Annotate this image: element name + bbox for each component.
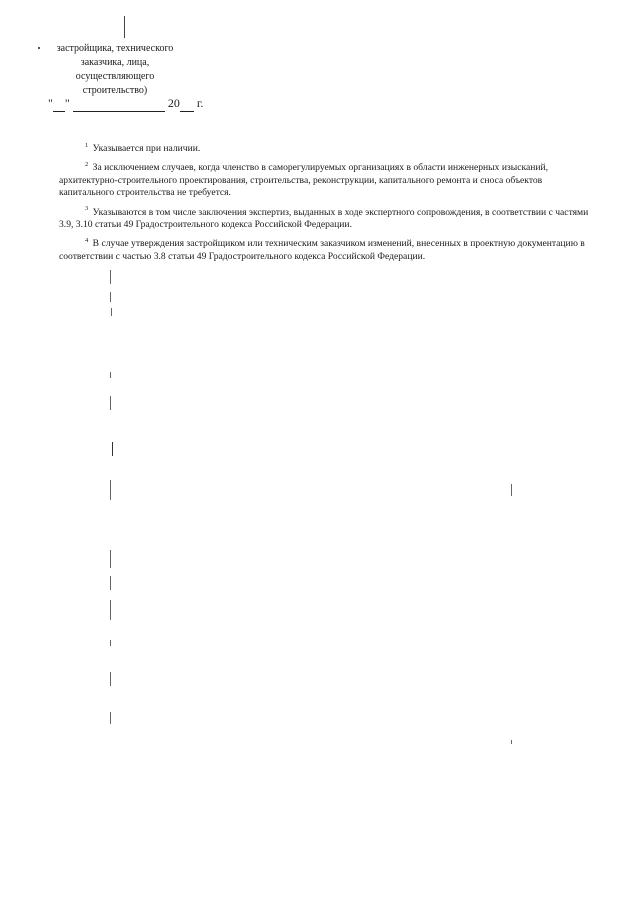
- scan-mark: [110, 270, 111, 284]
- footnote-text: За исключением случаев, когда членство в саморегулируемых организациях в области инженерных изысканий, архитектурно-строительного проектирования, строительства, реконструкции, капитального ремонта и сноса объектов капитального строительства не требуется.: [59, 162, 549, 199]
- footnote: [59, 238, 599, 263]
- signature-line: строительство): [82, 85, 148, 96]
- signature-line: осуществляющего: [75, 71, 155, 82]
- scan-mark: [111, 308, 112, 316]
- scan-mark: [110, 292, 111, 302]
- date-line: [48, 96, 203, 112]
- month-blank: [73, 96, 165, 112]
- footnote-text: Указываются в том числе заключения экспертиз, выданных в ходе экспертного сопровождения, в соответствии с частями 3.9, 3.10 статьи 49 Градостроительного кодекса Российской Федерации.: [59, 206, 589, 231]
- year-suffix: г.: [196, 96, 204, 110]
- year-blank: [180, 96, 194, 112]
- scan-mark: [124, 16, 125, 38]
- scan-mark: [110, 550, 111, 568]
- scan-mark: [110, 640, 111, 646]
- scan-mark: [110, 672, 111, 686]
- scan-mark: [110, 372, 111, 378]
- scan-mark: [112, 442, 113, 456]
- footnote-number: 2: [85, 161, 89, 169]
- footnote: [59, 207, 599, 232]
- footnote: [59, 162, 599, 199]
- date-open-quote: ": [48, 96, 53, 110]
- footnote-text: Указывается при наличии.: [92, 143, 201, 154]
- scan-mark: [110, 576, 111, 590]
- footnotes: [59, 143, 599, 270]
- scan-mark: [110, 480, 111, 500]
- scan-mark: [511, 740, 512, 744]
- footnote-text: В случае утверждения застройщиком или техническим заказчиком изменений, внесенных в проектную документацию в соответствии с частью 3.8 статьи 49 Градостроительного кодекса Российской Федерации.: [59, 238, 585, 262]
- year-prefix: 20: [167, 96, 180, 110]
- footnote-number: 1: [85, 141, 89, 149]
- signature-line: застройщика, технического: [56, 43, 174, 54]
- scan-mark: [110, 396, 111, 410]
- day-blank: [53, 96, 65, 112]
- footnote: [59, 143, 599, 155]
- signature-block: [40, 42, 190, 98]
- footnote-number: 3: [85, 205, 89, 213]
- date-close-quote: ": [64, 96, 70, 110]
- scan-mark: [110, 712, 111, 724]
- footnote-number: 4: [85, 237, 89, 245]
- scan-mark: [110, 600, 111, 620]
- signature-line: заказчика, лица,: [80, 57, 150, 68]
- scan-mark: [511, 484, 512, 496]
